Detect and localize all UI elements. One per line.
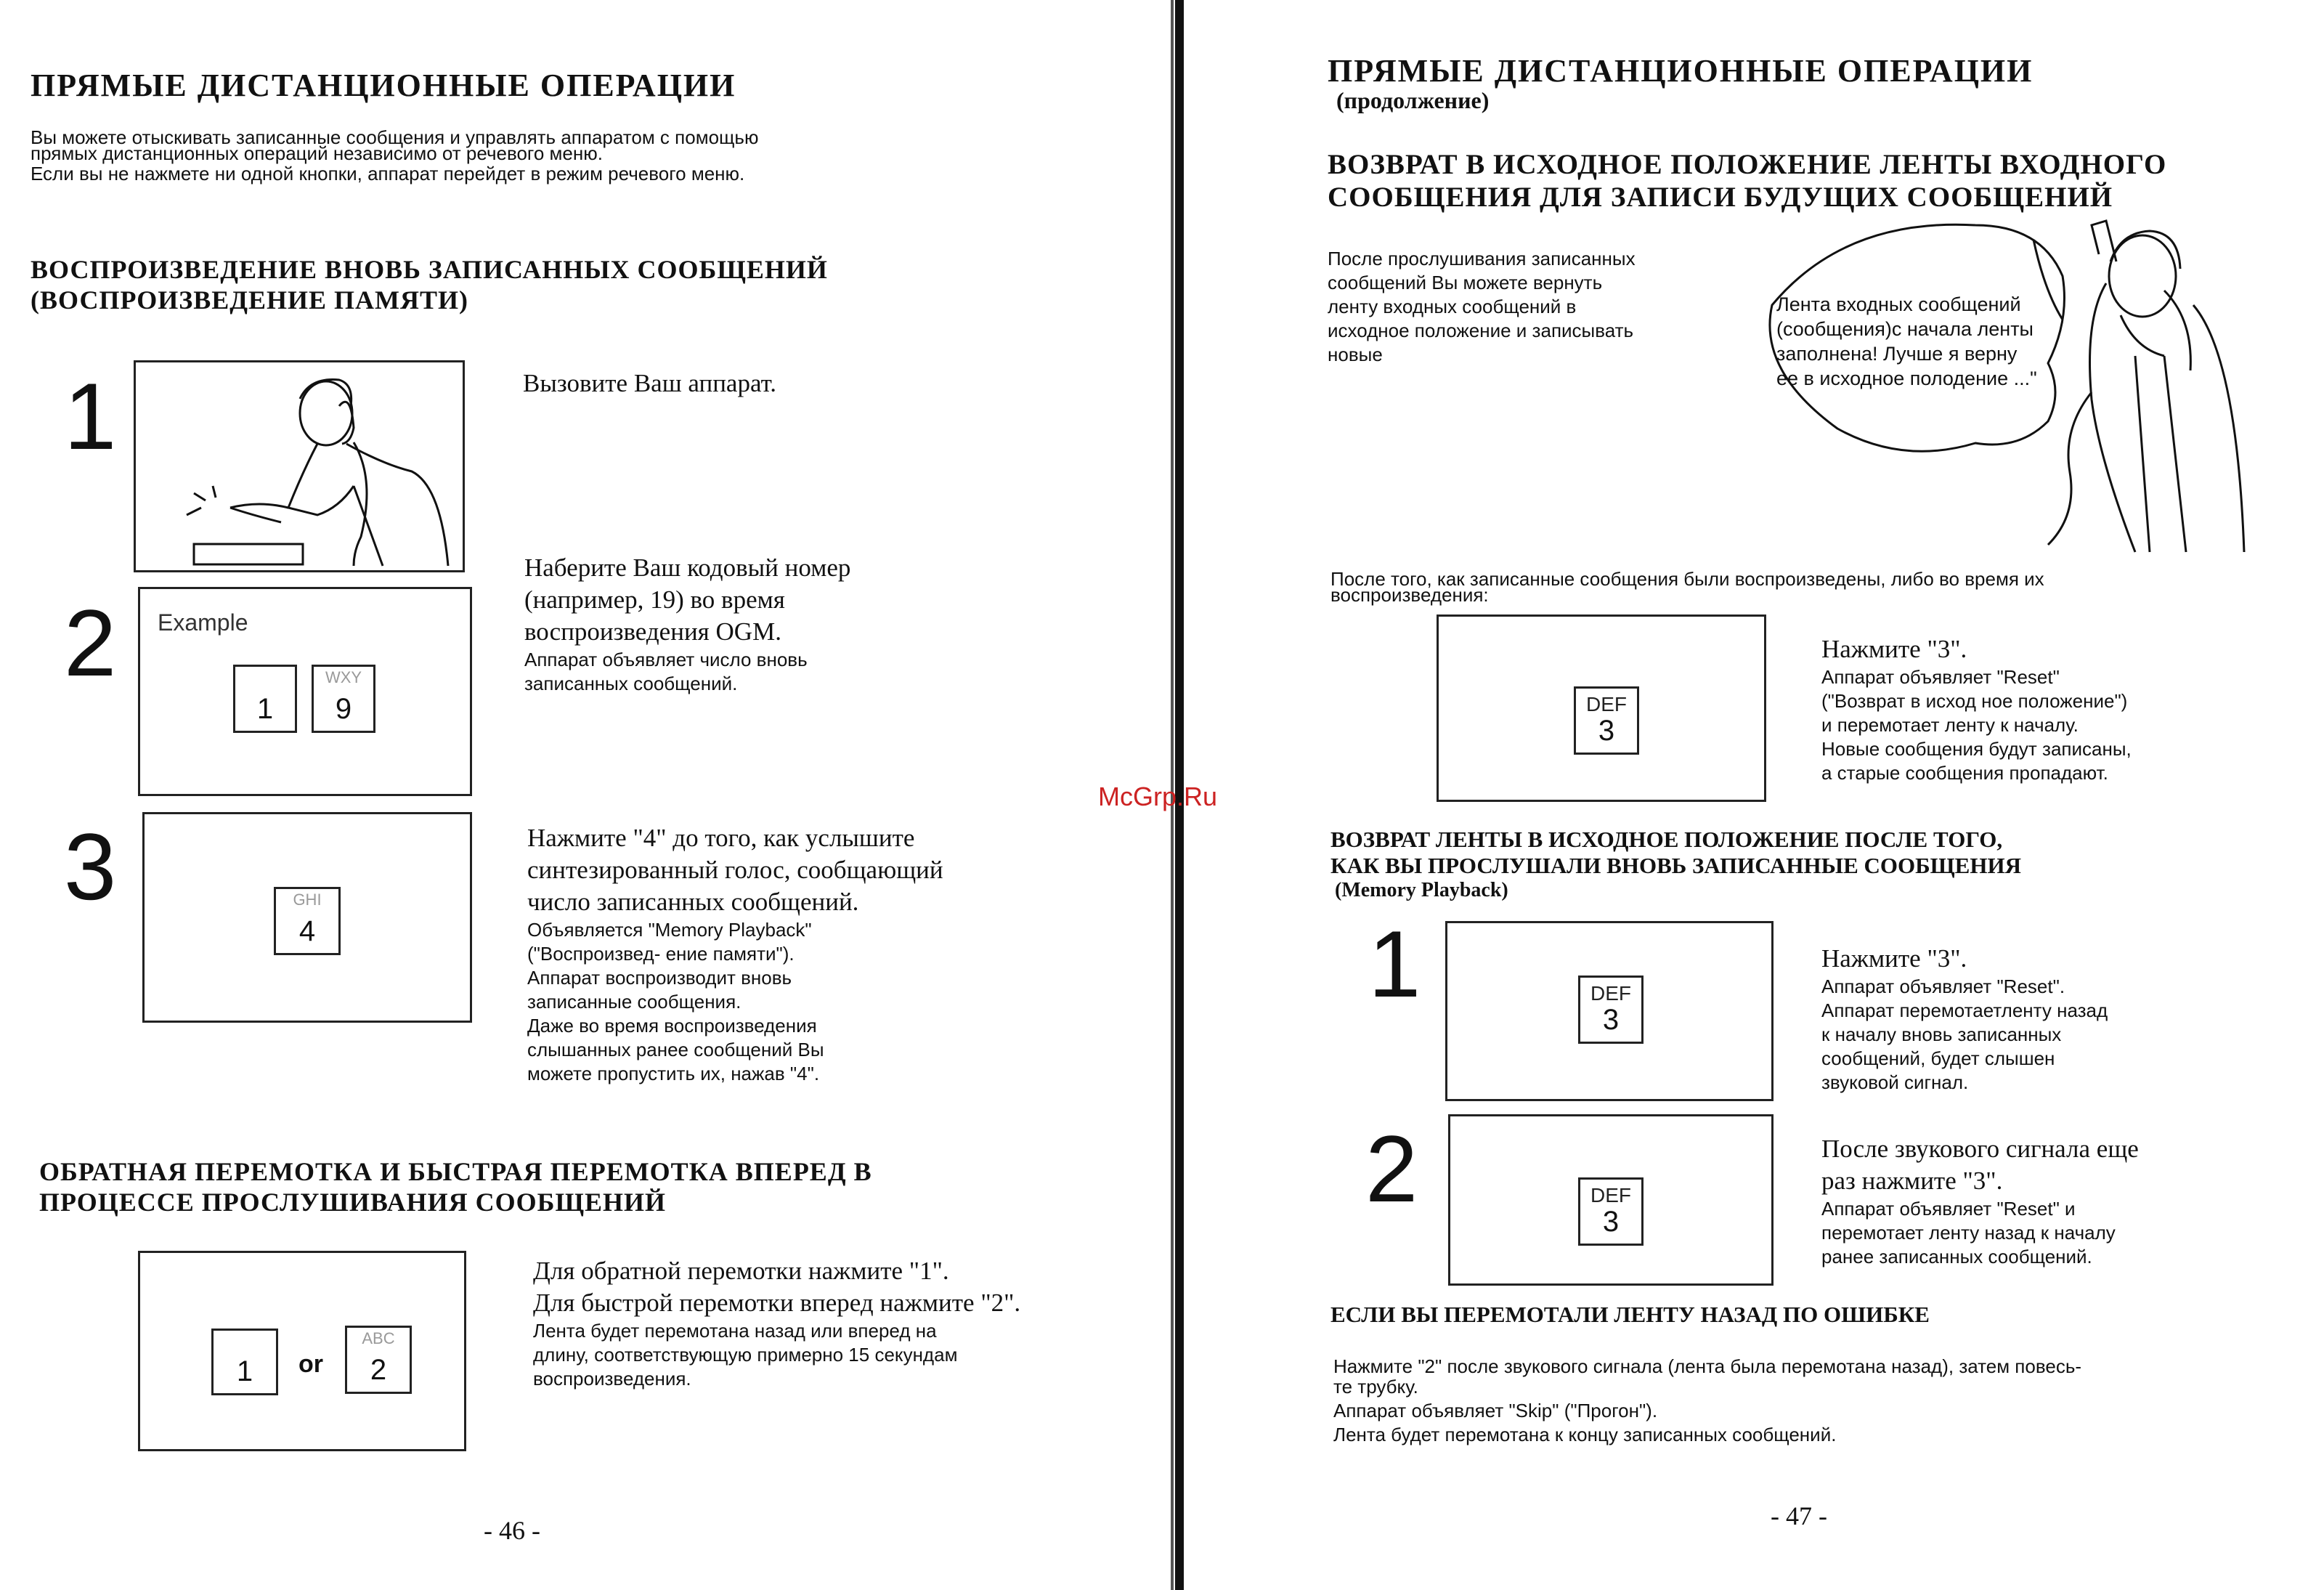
right-page-title: ПРЯМЫЕ ДИСТАНЦИОННЫЕ ОПЕРАЦИИ [1328, 53, 2033, 89]
section-mistake-heading: ЕСЛИ ВЫ ПЕРЕМОТАЛИ ЛЕНТУ НАЗАД ПО ОШИБКЕ [1330, 1302, 1930, 1327]
key-4 [274, 887, 341, 955]
main-line: (например, 19) во время [524, 585, 785, 614]
illustration-man-dialing [134, 360, 465, 572]
left-page-title: ПРЯМЫЕ ДИСТАНЦИОННЫЕ ОПЕРАЦИИ [31, 68, 736, 103]
heading-line: КАК ВЫ ПРОСЛУШАЛИ ВНОВЬ ЗАПИСАННЫЕ СООБЩЕНИЯ [1330, 853, 2021, 878]
main-line: Для обратной перемотки нажмите "1". [533, 1257, 949, 1285]
main-line: синтезированный голос, сообщающий [527, 856, 943, 884]
key-label: 1 [236, 1355, 253, 1387]
heading-line: (ВОСПРОИЗВЕДЕНИЕ ПАМЯТИ) [31, 285, 469, 315]
mistake-text [1333, 1355, 2082, 1447]
detail-line: Аппарат объявляет "Reset". [1821, 976, 2065, 997]
key-1 [233, 665, 297, 733]
heading-line: СООБЩЕНИЯ ДЛЯ ЗАПИСИ БУДУЩИХ СООБЩЕНИЙ [1328, 182, 2113, 213]
text-line: Аппарат объявляет "Skip" ("Прогон"). [1333, 1400, 1658, 1421]
memory-reset-step2-frame [1448, 1114, 1774, 1286]
text-line: Лента будет перемотана к концу записанных сообщений. [1333, 1424, 1837, 1445]
step-number: 1 [1368, 911, 1421, 1017]
bubble-line: (сообщения)с начала ленты [1776, 318, 2033, 340]
text-line: сообщений Вы можете вернуть [1328, 272, 1603, 293]
intro-line: Если вы не нажмете ни одной кнопки, аппарат перейдет в режим речевого меню. [31, 163, 745, 184]
key-9 [312, 665, 375, 733]
key-label: 2 [370, 1354, 387, 1386]
detail-line: Лента будет перемотана назад или вперед на [533, 1320, 937, 1342]
key-letters: DEF [1586, 693, 1627, 715]
step1-instruction: Вызовите Ваш аппарат. [523, 369, 777, 397]
detail-line: записанных сообщений. [524, 673, 738, 694]
main-line: число записанных сообщений. [527, 888, 859, 916]
key-letters: ABC [362, 1329, 395, 1347]
step-number: 2 [1365, 1116, 1418, 1222]
detail-line: Аппарат объявляет число вновь [524, 649, 808, 670]
detail-line: сообщений, будет слышен [1821, 1047, 2055, 1069]
key-label: 3 [1602, 1206, 1620, 1238]
bubble-line: Лента входных сообщений [1776, 293, 2021, 315]
heading-line: (Memory Playback) [1335, 879, 1508, 901]
heading-line: ОБРАТНАЯ ПЕРЕМОТКА И БЫСТРАЯ ПЕРЕМОТКА ВПЕРЕД В [39, 1157, 872, 1186]
text-line: ленту входных сообщений в [1328, 296, 1577, 317]
main-line: раз нажмите "3". [1821, 1167, 2003, 1195]
page-number-right: - 47 - [1771, 1501, 1827, 1530]
man-on-phone-icon [2048, 221, 2244, 552]
key-label: 3 [1598, 715, 1615, 747]
key-letters: GHI [293, 891, 322, 909]
detail-line: Аппарат перемотаетленту назад [1821, 999, 2108, 1021]
detail-line: Аппарат воспроизводит вновь [527, 967, 792, 989]
section-memory-playback-heading [31, 254, 828, 315]
example-label: Example [158, 609, 248, 636]
note-line: После того, как записанные сообщения были воспроизведены, либо во время их [1330, 568, 2044, 590]
main-line: Для быстрой перемотки вперед нажмите "2". [533, 1289, 1021, 1317]
section-reset-heading [1328, 148, 2166, 214]
heading-line: ВОЗВРАТ ЛЕНТЫ В ИСХОДНОЕ ПОЛОЖЕНИЕ ПОСЛЕ ТОГО, [1330, 827, 2003, 852]
key-3 [1578, 976, 1644, 1044]
step3-text [527, 822, 943, 1086]
detail-line: Новые сообщения будут записаны, [1821, 738, 2132, 760]
reset-intro-text [1328, 247, 1636, 367]
speech-bubble-text [1776, 292, 2037, 391]
left-intro [31, 126, 759, 186]
heading-line: ВОСПРОИЗВЕДЕНИЕ ВНОВЬ ЗАПИСАННЫХ СООБЩЕНИЙ [31, 255, 828, 284]
detail-line: ("Возврат в исход ное положение") [1821, 690, 2128, 712]
reset-keypad-frame [1437, 614, 1766, 802]
rewind-text [533, 1255, 1020, 1391]
step3-keypad-frame [142, 812, 472, 1023]
main-line: После звукового сигнала еще [1821, 1135, 2139, 1163]
text-line: исходное положение и записывать [1328, 320, 1634, 341]
detail-line: можете пропустить их, нажав "4". [527, 1063, 820, 1084]
text-line: новые [1328, 344, 1383, 365]
detail-line: перемотает ленту назад к началу [1821, 1222, 2116, 1244]
detail-line: слышанных ранее сообщений Вы [527, 1039, 824, 1060]
main-line: воспроизведения OGM. [524, 617, 781, 646]
memory-reset-step2-text [1821, 1133, 2139, 1269]
detail-line: звуковой сигнал. [1821, 1071, 1969, 1093]
detail-line: воспроизведения. [533, 1368, 691, 1390]
main-line: Нажмите "3". [1821, 944, 1967, 973]
detail-line: Аппарат объявляет "Reset" [1821, 666, 2060, 688]
step-number: 3 [64, 814, 117, 920]
right-page-subtitle: (продолжение) [1336, 87, 1490, 113]
heading-line: ПРОЦЕССЕ ПРОСЛУШИВАНИЯ СООБЩЕНИЙ [39, 1188, 667, 1217]
key-1 [211, 1329, 278, 1395]
note-line: воспроизведения: [1330, 584, 1489, 606]
detail-line: к началу вновь записанных [1821, 1023, 2062, 1045]
bubble-line: заполнена! Лучше я верну [1776, 343, 2018, 365]
detail-line: а старые сообщения пропадают. [1821, 762, 2108, 784]
key-3 [1578, 1177, 1644, 1246]
reset-instruction [1821, 633, 2132, 785]
main-line: Нажмите "3". [1821, 635, 1967, 663]
detail-line: длину, соответствующую примерно 15 секундам [533, 1344, 958, 1366]
step2-keypad-frame [138, 587, 472, 796]
text-line: После прослушивания записанных [1328, 248, 1636, 269]
detail-line: Объявляется "Memory Playback" [527, 919, 812, 941]
key-label: 9 [335, 693, 352, 725]
step-number: 1 [64, 363, 117, 469]
key-2 [345, 1326, 412, 1394]
key-3 [1574, 686, 1639, 755]
detail-line: записанные сообщения. [527, 991, 742, 1013]
key-letters: DEF [1590, 1184, 1631, 1206]
or-label: or [298, 1350, 323, 1378]
detail-line: и перемотает ленту к началу. [1821, 714, 2079, 736]
step-number: 2 [64, 590, 117, 696]
memory-reset-step1-frame [1445, 921, 1774, 1101]
detail-line: Аппарат объявляет "Reset" и [1821, 1198, 2076, 1220]
section-rewind-heading [39, 1156, 872, 1217]
watermark: McGrp.Ru [1098, 782, 1218, 811]
detail-line: ("Воспроизвед- ение памяти"). [527, 943, 795, 965]
key-letters: WXY [325, 668, 362, 686]
key-label: 3 [1602, 1004, 1620, 1036]
bubble-line: ее в исходное полодение ..." [1776, 368, 2037, 389]
man-dialing-phone-illustration [136, 362, 463, 570]
intro-line: прямых дистанционных операций независимо от речевого меню. [31, 142, 603, 164]
rewind-keypad-frame [138, 1251, 466, 1451]
key-label: 1 [256, 693, 274, 725]
section-memory-reset-heading [1330, 827, 2021, 902]
key-letters: DEF [1590, 982, 1631, 1005]
text-line: Нажмите "2" после звукового сигнала (лента была перемотана назад), затем повесь- [1333, 1355, 2082, 1377]
heading-line: ВОЗВРАТ В ИСХОДНОЕ ПОЛОЖЕНИЕ ЛЕНТЫ ВХОДНОГО [1328, 149, 2167, 180]
main-line: Наберите Ваш кодовый номер [524, 553, 851, 582]
step2-text [524, 552, 850, 696]
intro-line: Вы можете отыскивать записанные сообщения и управлять аппаратом с помощью [31, 126, 759, 148]
main-line: Нажмите "4" до того, как услышите [527, 824, 915, 852]
memory-reset-step1-text [1821, 943, 2108, 1095]
key-label: 4 [298, 915, 316, 947]
text-line: те трубку. [1333, 1376, 1418, 1398]
detail-line: Даже во время воспроизведения [527, 1015, 817, 1037]
detail-line: ранее записанных сообщений. [1821, 1246, 2092, 1267]
reset-note [1330, 568, 2044, 606]
page-number-left: - 46 - [484, 1516, 540, 1545]
